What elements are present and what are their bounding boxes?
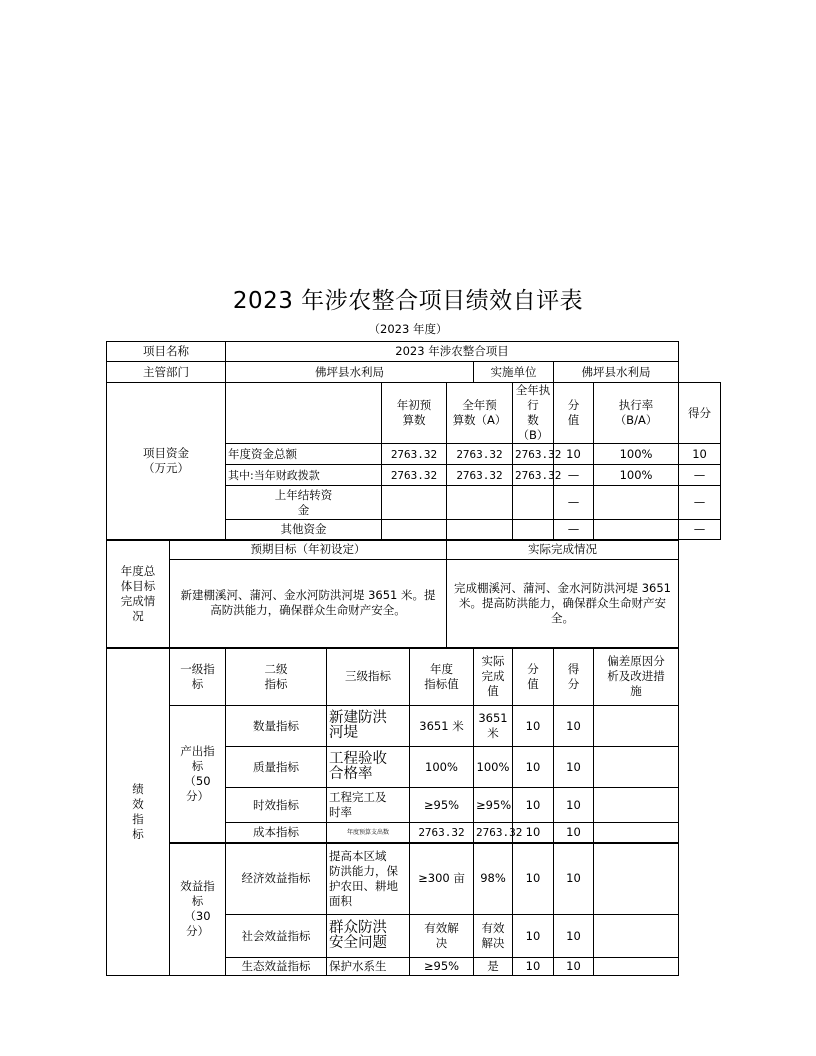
indicator-target: 有效解 决: [410, 915, 474, 958]
indicator-actual: 100%: [474, 747, 513, 788]
indicator-level3: 工程验收 合格率: [327, 747, 410, 788]
indicator-actual: 98%: [474, 843, 513, 915]
header-level3: 三级指标: [327, 648, 410, 706]
funds-row-rate: [594, 520, 679, 540]
funds-row-executed: [513, 486, 554, 520]
indicators-label: 绩 效 指 标: [107, 648, 170, 976]
indicator-target: 100%: [410, 747, 474, 788]
indicator-level3: 新建防洪 河堤: [327, 706, 410, 747]
indicator-deviation: [594, 747, 679, 788]
indicators-header-row: [107, 648, 721, 706]
header-full-year-budget: 全年预 算数（A）: [447, 383, 513, 444]
funds-row-weight: —: [554, 465, 594, 486]
indicator-actual: ≥95%: [474, 788, 513, 823]
dept-label: 主管部门: [107, 362, 226, 383]
funds-row-label: 年度资金总额: [226, 444, 382, 465]
indicator-weight: 10: [513, 915, 554, 958]
indicator-score: 10: [554, 823, 594, 843]
impl-value: 佛坪县水利局: [554, 362, 679, 383]
indicator-target: ≥95%: [410, 788, 474, 823]
funds-row-full: 2763.32: [447, 465, 513, 486]
funds-row-executed: 2763.32: [513, 444, 554, 465]
header-initial-budget: 年初预 算数: [382, 383, 447, 444]
goals-content-row: [107, 560, 721, 648]
indicator-score: 10: [554, 843, 594, 915]
funds-row-full: 2763.32: [447, 444, 513, 465]
indicator-deviation: [594, 706, 679, 747]
funds-label: 项目资金 （万元）: [107, 383, 226, 540]
funds-row-score: 10: [679, 444, 721, 465]
header-target: 年度 指标值: [410, 648, 474, 706]
funds-row-label: 上年结转资 金: [226, 486, 382, 520]
funds-row-full: [447, 520, 513, 540]
indicator-level2: 社会效益指标: [226, 915, 327, 958]
page-title: 2023 年涉农整合项目绩效自评表: [232, 288, 584, 314]
indicator-score: 10: [554, 958, 594, 976]
indicator-weight: 10: [513, 706, 554, 747]
indicator-deviation: [594, 915, 679, 958]
indicator-score: 10: [554, 747, 594, 788]
indicator-target: 2763.32: [410, 823, 474, 843]
indicator-weight: 10: [513, 747, 554, 788]
project-name-label: 项目名称: [107, 342, 226, 362]
indicator-weight: 10: [513, 823, 554, 843]
header-actual: 实际 完成值: [474, 648, 513, 706]
header-exec-rate: 执行率 （B/A）: [594, 383, 679, 444]
indicator-level3: 年度预算支出数: [327, 823, 410, 843]
header-deviation: 偏差原因分 析及改进措 施: [594, 648, 679, 706]
dept-value: 佛坪县水利局: [226, 362, 474, 383]
indicator-level2: 经济效益指标: [226, 843, 327, 915]
funds-row-weight: —: [554, 520, 594, 540]
performance-form-table: [106, 341, 721, 976]
header-executed: 全年执行 数（B）: [513, 383, 554, 444]
indicator-level3: 群众防洪 安全问题: [327, 915, 410, 958]
indicator-score: 10: [554, 915, 594, 958]
indicator-level3: 保护水系生: [327, 958, 410, 976]
header-level2: 二级 指标: [226, 648, 327, 706]
goals-header-row: [107, 540, 721, 560]
header-score-weight: 分 值: [554, 383, 594, 444]
benefit-indicator-label: 效益指 标 （30 分）: [170, 843, 226, 976]
indicator-actual: 有效解决: [474, 915, 513, 958]
goals-expected-text: 新建棚溪河、蒲河、金水河防洪河堤 3651 米。提高防洪能力，确保群众生命财产安全。: [170, 560, 447, 648]
header-score: 得分: [679, 383, 721, 444]
header-weight: 分 值: [513, 648, 554, 706]
funds-row-executed: [513, 520, 554, 540]
funds-row-label: 其中:当年财政拨款: [226, 465, 382, 486]
goals-actual-header: 实际完成情况: [447, 540, 679, 560]
goals-label: 年度总 体目标 完成情 况: [107, 540, 170, 648]
funds-row-initial: 2763.32: [382, 465, 447, 486]
page-subtitle: （2023 年度）: [368, 322, 448, 336]
indicator-weight: 10: [513, 958, 554, 976]
indicator-actual: 2763.32: [474, 823, 513, 843]
funds-row-initial: 2763.32: [382, 444, 447, 465]
indicator-deviation: [594, 843, 679, 915]
row-dept: [107, 362, 721, 383]
indicator-level2: 质量指标: [226, 747, 327, 788]
funds-row-initial: [382, 486, 447, 520]
impl-label: 实施单位: [474, 362, 554, 383]
indicator-level2: 成本指标: [226, 823, 327, 843]
funds-row-rate: 100%: [594, 444, 679, 465]
indicator-level3: 工程完工及 时率: [327, 788, 410, 823]
indicator-level2: 时效指标: [226, 788, 327, 823]
indicator-level3: 提高本区域 防洪能力，保 护农田、耕地 面积: [327, 843, 410, 915]
indicator-actual: 3651 米: [474, 706, 513, 747]
indicator-row: [107, 843, 721, 915]
indicator-deviation: [594, 788, 679, 823]
funds-row-score: —: [679, 520, 721, 540]
indicator-target: 3651 米: [410, 706, 474, 747]
funds-row-full: [447, 486, 513, 520]
funds-row-score: —: [679, 465, 721, 486]
indicator-deviation: [594, 823, 679, 843]
indicator-level2: 生态效益指标: [226, 958, 327, 976]
funds-row-initial: [382, 520, 447, 540]
indicator-score: 10: [554, 706, 594, 747]
funds-row-label: 其他资金: [226, 520, 382, 540]
header-score: 得 分: [554, 648, 594, 706]
funds-header-blank: [226, 383, 382, 444]
indicator-deviation: [594, 958, 679, 976]
output-indicator-label: 产出指 标 （50 分）: [170, 706, 226, 843]
indicator-score: 10: [554, 788, 594, 823]
indicator-weight: 10: [513, 843, 554, 915]
funds-row-weight: 10: [554, 444, 594, 465]
indicator-row: [107, 706, 721, 747]
goals-actual-text: 完成棚溪河、蒲河、金水河防洪河堤 3651 米。提高防洪能力，确保群众生命财产安全。: [447, 560, 679, 648]
goals-expected-header: 预期目标（年初设定）: [170, 540, 447, 560]
funds-row-weight: —: [554, 486, 594, 520]
funds-row-score: —: [679, 486, 721, 520]
indicator-target: ≥95%: [410, 958, 474, 976]
funds-row-rate: 100%: [594, 465, 679, 486]
funds-row-rate: [594, 486, 679, 520]
indicator-target: ≥300 亩: [410, 843, 474, 915]
funds-header-row: [107, 383, 721, 444]
funds-row-executed: 2763.32: [513, 465, 554, 486]
indicator-actual: 是: [474, 958, 513, 976]
indicator-level2: 数量指标: [226, 706, 327, 747]
indicator-weight: 10: [513, 788, 554, 823]
row-project-name: [107, 342, 721, 362]
project-name-value: 2023 年涉农整合项目: [226, 342, 679, 362]
header-level1: 一级指 标: [170, 648, 226, 706]
